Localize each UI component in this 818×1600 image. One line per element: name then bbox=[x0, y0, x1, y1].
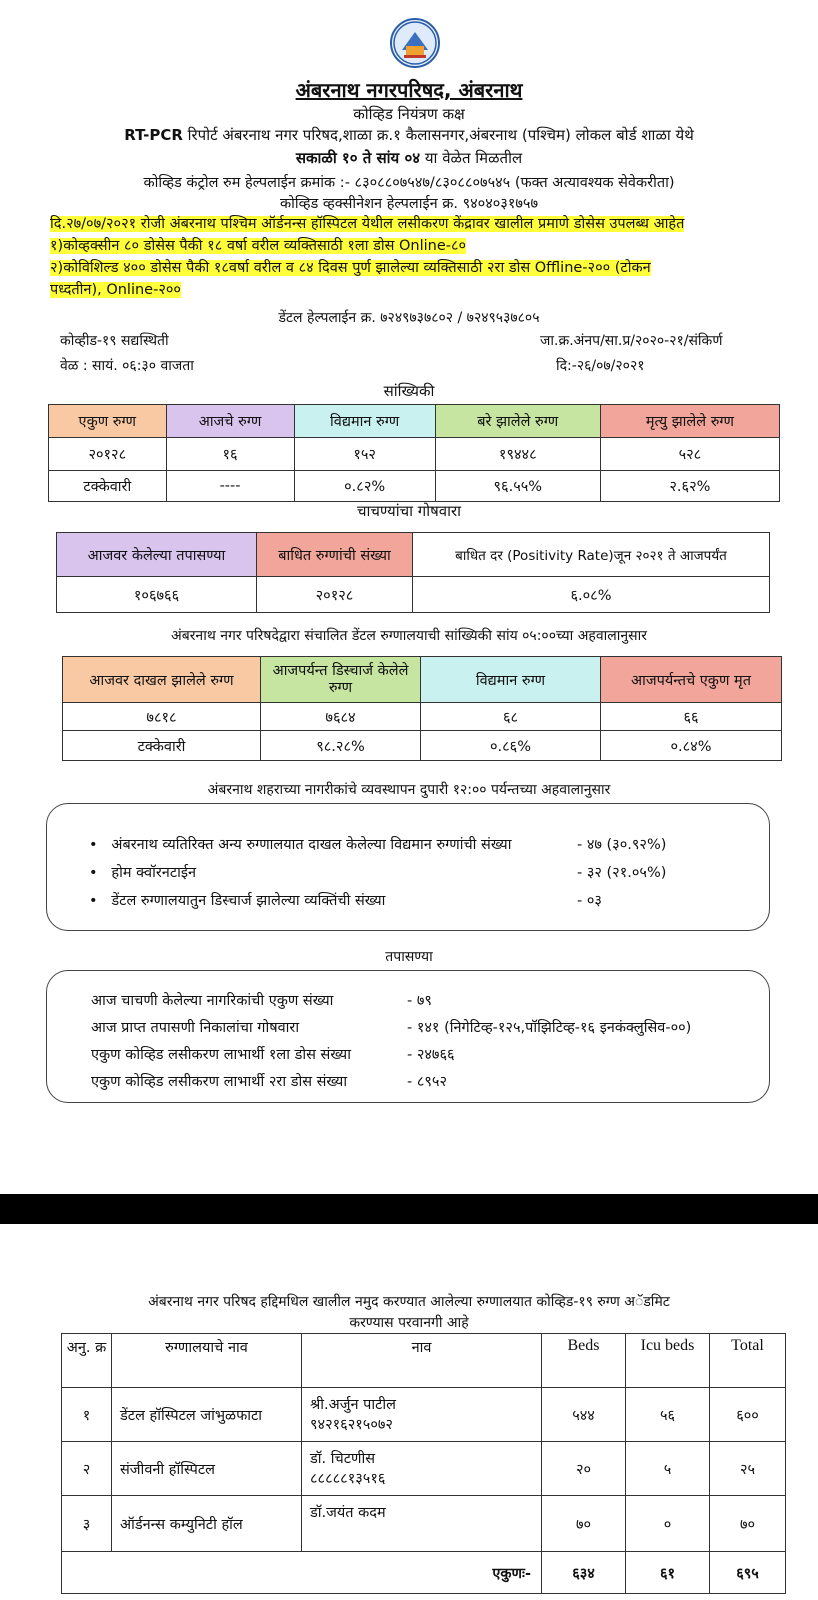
hospital-total: २५ bbox=[710, 1442, 786, 1496]
hospital-contact bbox=[302, 1496, 542, 1552]
checks-item-value: - १४१ (निगेटिव्ह-१२५,पॉझिटिव्ह-१६ इनकंक्लुसिव-००) bbox=[407, 1020, 692, 1036]
rtpcr-line bbox=[0, 125, 818, 145]
hospitals-header-cell: रुग्णालयाचे नाव bbox=[112, 1334, 302, 1388]
dental-helpline: डेंटल हेल्पलाईन क्र. ७२४९७३७८०२ / ७२४९५३७८०५ bbox=[278, 310, 540, 326]
total-beds: ६३४ bbox=[542, 1552, 626, 1594]
stats-cell: ---- bbox=[166, 471, 294, 502]
dental-header-row bbox=[63, 657, 782, 703]
testing-cell: १०६७६६ bbox=[57, 577, 257, 613]
hospital-icu: ० bbox=[626, 1496, 710, 1552]
table-row bbox=[62, 1496, 786, 1552]
checks-item-value: - ८९५२ bbox=[407, 1074, 448, 1090]
testing-header-cell: आजवर केलेल्या तपासण्या bbox=[57, 533, 257, 577]
hospital-icu: ५६ bbox=[626, 1388, 710, 1442]
vaccination-helpline: कोव्हिड व्हक्सीनेशन हेल्पलाईन क्र. ९४०४०३१७५७ bbox=[279, 196, 538, 212]
total-all: ६९५ bbox=[710, 1552, 786, 1594]
hospital-beds: ५४४ bbox=[542, 1388, 626, 1442]
hospital-beds: ७० bbox=[542, 1496, 626, 1552]
table-row bbox=[63, 731, 782, 761]
city-item-label: होम क्वॉरनटाईन bbox=[111, 865, 197, 881]
stats-cell: १५२ bbox=[294, 438, 435, 471]
stats-cell: २.६२% bbox=[600, 471, 779, 502]
subtitle: कोव्हिड नियंत्रण कक्ष bbox=[353, 105, 465, 123]
page-title: अंबरनाथ नगरपरिषद, अंबरनाथ bbox=[295, 78, 523, 102]
dental-cell: ०.८४% bbox=[601, 731, 782, 761]
dental-header-cell: आजवर दाखल झालेले रुग्ण bbox=[63, 657, 261, 703]
testing-cell: ६.०८% bbox=[413, 577, 770, 613]
total-label: एकुणः- bbox=[62, 1552, 542, 1594]
checks-caption: तपासण्या bbox=[385, 949, 433, 965]
table-row bbox=[62, 1442, 786, 1496]
checks-item-label: आज प्राप्त तपासणी निकालांचा गोषवारा bbox=[91, 1020, 300, 1036]
list-item: • होम क्वॉरनटाईन bbox=[89, 865, 197, 881]
city-summary-box bbox=[46, 803, 770, 931]
testing-header-cell: बाधित दर (Positivity Rate)जून २०२१ ते आजपर्यंत bbox=[413, 533, 770, 577]
stats-cell: ०.८२% bbox=[294, 471, 435, 502]
hospitals-header-cell: नाव bbox=[302, 1334, 542, 1388]
hospital-name: ऑर्डनन्स कम्युनिटी हॉल bbox=[112, 1496, 302, 1552]
rtpcr-bold: RT-PCR bbox=[124, 126, 183, 144]
checks-item-value: - २४७६६ bbox=[407, 1047, 455, 1063]
dental-caption: अंबरनाथ नगर परिषदेद्वारा संचालित डेंटल रुग्णालयाची सांख्यिकी सांय ०५:००च्या अहवालानुसार bbox=[171, 628, 647, 644]
notice-line-2: १)कोव्हक्सीन ८० डोसेस पैकी १८ वर्षा वरील व्यक्तिसाठी १ला डोस Online-८० bbox=[50, 238, 467, 254]
stats-header-cell: आजचे रुग्ण bbox=[166, 405, 294, 438]
control-room-line: कोव्हिड कंट्रोल रुम हेल्पलाईन क्रमांक :- ८३०८८०७५४७/८३०८८०७५४५ (फक्त अत्यावश्यक सेवेकरीता) bbox=[143, 175, 675, 191]
testing-cell: २०१२८ bbox=[257, 577, 413, 613]
checks-item-value: - ७९ bbox=[407, 993, 432, 1009]
stats-header-row bbox=[49, 405, 780, 438]
testing-header-cell: बाधित रुग्णांची संख्या bbox=[257, 533, 413, 577]
checks-item-label: एकुण कोव्हिड लसीकरण लाभार्थी २रा डोस संख्या bbox=[91, 1074, 348, 1090]
stats-cell: ५२८ bbox=[600, 438, 779, 471]
stats-header-cell: विद्यमान रुग्ण bbox=[294, 405, 435, 438]
list-item: • अंबरनाथ व्यतिरिक्त अन्य रुग्णालयात दाखल केलेल्या विद्यमान रुग्णांची संख्या bbox=[89, 837, 512, 853]
testing-caption: चाचण्यांचा गोषवारा bbox=[356, 502, 462, 520]
page-separator bbox=[0, 1194, 818, 1224]
hospitals-caption: अंबरनाथ नगर परिषद हद्दिमधिल खालील नमुद करण्यात आलेल्या रुग्णालयात कोव्हिड-१९ रुग्ण अॅडमिट bbox=[148, 1294, 670, 1310]
report-date: दि:-२६/०७/२०२१ bbox=[556, 358, 645, 374]
notice-line-1: दि.२७/०७/२०२१ रोजी अंबरनाथ पश्चिम ऑर्डनन्स हॉस्पिटल येथील लसीकरण केंद्रावर खालील प्रमाणे डोसेस उपलब्ध आहेत bbox=[50, 216, 685, 232]
hospital-total: ७० bbox=[710, 1496, 786, 1552]
hospital-name: संजीवनी हॉस्पिटल bbox=[112, 1442, 302, 1496]
dental-cell: ०.८६% bbox=[421, 731, 601, 761]
time-line bbox=[0, 148, 818, 168]
time-text: या वेळेत मिळतील bbox=[420, 149, 523, 167]
status-label: कोव्हीड-१९ सद्यस्थिती bbox=[60, 333, 169, 349]
table-row bbox=[63, 703, 782, 731]
hospitals-header-cell: Beds bbox=[542, 1334, 626, 1388]
stats-cell: १९४४८ bbox=[435, 438, 600, 471]
hospitals-total-row bbox=[62, 1552, 786, 1594]
hospital-no: १ bbox=[62, 1388, 112, 1442]
municipal-logo bbox=[390, 18, 440, 68]
table-row bbox=[49, 438, 780, 471]
stats-table bbox=[48, 404, 780, 502]
contact-name: श्री.अर्जुन पाटील bbox=[310, 1396, 397, 1413]
city-item-label: अंबरनाथ व्यतिरिक्त अन्य रुग्णालयात दाखल केलेल्या विद्यमान रुग्णांची संख्या bbox=[111, 837, 512, 853]
city-item-value: - ४७ (३०.९२%) bbox=[577, 837, 667, 853]
stats-cell: टक्केवारी bbox=[49, 471, 167, 502]
contact-phone: ९४२१६२१५०७२ bbox=[310, 1416, 393, 1433]
city-item-value: - ०३ bbox=[577, 893, 602, 909]
hospitals-caption-2: करण्यास परवानगी आहे bbox=[349, 1315, 469, 1331]
notice-line-3: २)कोविशिल्ड ४०० डोसेस पैकी १८वर्षा वरील व ८४ दिवस पुर्ण झालेल्या व्यक्तिसाठी २रा डोस Offline-२०० (टोकन bbox=[50, 260, 651, 276]
hospitals-header-cell: Total bbox=[710, 1334, 786, 1388]
checks-box bbox=[46, 970, 770, 1103]
hospitals-header-row bbox=[62, 1334, 786, 1388]
city-item-value: - ३२ (२१.०५%) bbox=[577, 865, 667, 881]
dental-cell: ६६ bbox=[601, 703, 782, 731]
checks-item-label: आज चाचणी केलेल्या नागरिकांची एकुण संख्या bbox=[91, 993, 334, 1009]
table-row bbox=[62, 1388, 786, 1442]
hospital-contact bbox=[302, 1442, 542, 1496]
city-caption: अंबरनाथ शहराच्या नागरीकांचे व्यवस्थापन दुपारी १२:०० पर्यन्तच्या अहवालानुसार bbox=[207, 782, 611, 798]
stats-cell: २०१२८ bbox=[49, 438, 167, 471]
hospital-total: ६०० bbox=[710, 1388, 786, 1442]
dental-header-cell: आजपर्यन्तचे एकुण मृत bbox=[601, 657, 782, 703]
hospital-contact bbox=[302, 1388, 542, 1442]
contact-phone: ८८८८८१३५१६ bbox=[310, 1470, 386, 1487]
stats-header-cell: एकुण रुग्ण bbox=[49, 405, 167, 438]
dental-cell: ६८ bbox=[421, 703, 601, 731]
hospital-beds: २० bbox=[542, 1442, 626, 1496]
dental-cell: ७६८४ bbox=[261, 703, 421, 731]
hospital-icu: ५ bbox=[626, 1442, 710, 1496]
stats-header-cell: बरे झालेले रुग्ण bbox=[435, 405, 600, 438]
report-time: वेळ : सायं. ०६:३० वाजता bbox=[60, 358, 194, 374]
dental-table bbox=[62, 656, 782, 761]
reference-number: जा.क्र.अंनप/सा.प्र/२०२०-२१/संकिर्ण bbox=[540, 333, 723, 349]
stats-header-cell: मृत्यु झालेले रुग्ण bbox=[600, 405, 779, 438]
checks-item-label: एकुण कोव्हिड लसीकरण लाभार्थी १ला डोस संख्या bbox=[91, 1047, 351, 1063]
dental-cell: टक्केवारी bbox=[63, 731, 261, 761]
stats-cell: १६ bbox=[166, 438, 294, 471]
total-icu: ६१ bbox=[626, 1552, 710, 1594]
testing-header-row bbox=[57, 533, 770, 577]
stats-caption: सांख्यिकी bbox=[383, 382, 435, 400]
notice-line-4: पध्दतीन), Online-२०० bbox=[50, 282, 181, 298]
dental-header-cell: आजपर्यन्त डिस्चार्ज केलेले रुग्ण bbox=[261, 657, 421, 703]
hospitals-header-cell: Icu beds bbox=[626, 1334, 710, 1388]
dental-cell: ९८.२८% bbox=[261, 731, 421, 761]
dental-cell: ७८१८ bbox=[63, 703, 261, 731]
list-item: • डेंटल रुग्णालयातुन डिस्चार्ज झालेल्या व्यक्तिंची संख्या bbox=[89, 893, 386, 909]
table-row bbox=[49, 471, 780, 502]
city-item-label: डेंटल रुग्णालयातुन डिस्चार्ज झालेल्या व्यक्तिंची संख्या bbox=[111, 893, 386, 909]
rtpcr-text: रिपोर्ट अंबरनाथ नगर परिषद,शाळा क्र.१ कैलासनगर,अंबरनाथ (पश्चिम) लोकल बोर्ड शाळा येथे bbox=[182, 126, 694, 144]
hospital-name: डेंटल हॉस्पिटल जांभुळफाटा bbox=[112, 1388, 302, 1442]
hospitals-table bbox=[61, 1333, 786, 1594]
contact-name: डॉ.जयंत कदम bbox=[310, 1505, 386, 1521]
time-bold: सकाळी १० ते सांय ०४ bbox=[295, 149, 421, 167]
contact-name: डॉ. चिटणीस bbox=[310, 1450, 376, 1467]
dental-header-cell: विद्यमान रुग्ण bbox=[421, 657, 601, 703]
hospital-no: २ bbox=[62, 1442, 112, 1496]
table-row bbox=[57, 577, 770, 613]
hospitals-header-cell: अनु. क्र bbox=[62, 1334, 112, 1388]
vaccine-notice bbox=[50, 213, 770, 301]
hospital-no: ३ bbox=[62, 1496, 112, 1552]
stats-cell: ९६.५५% bbox=[435, 471, 600, 502]
testing-table bbox=[56, 532, 770, 613]
